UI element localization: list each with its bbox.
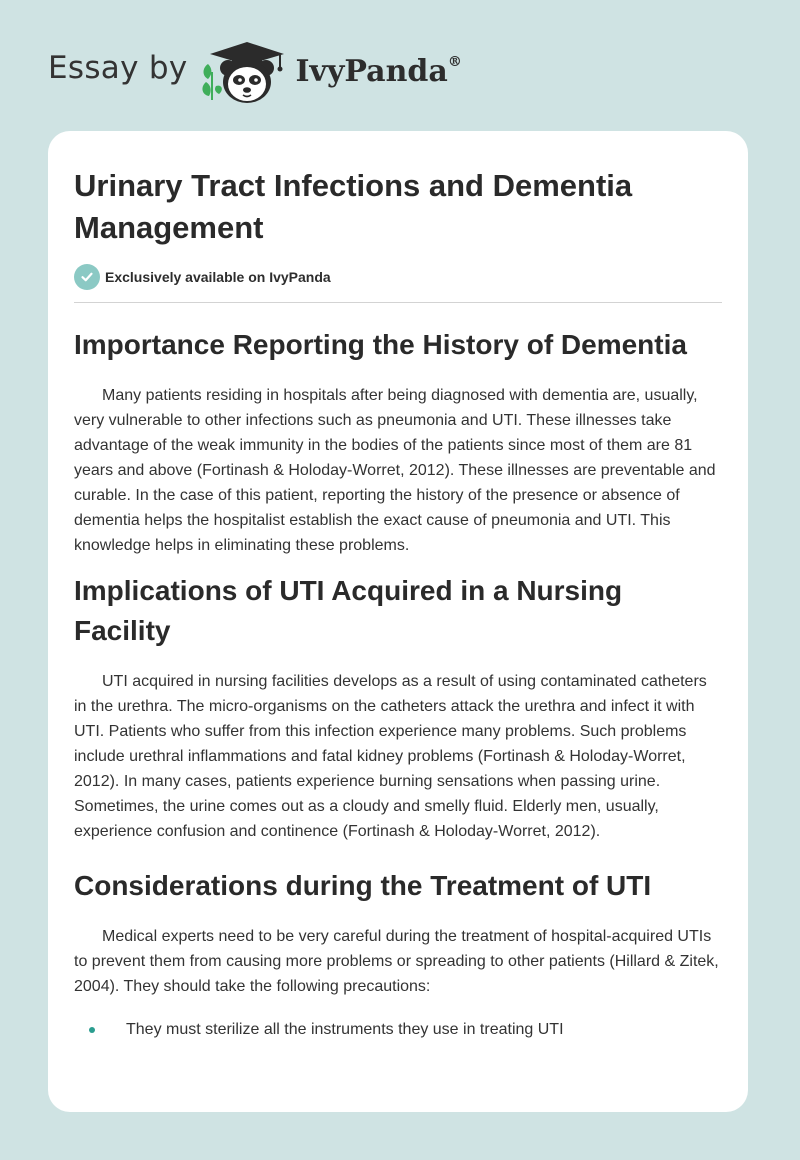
- brand-name-text: IvyPanda: [295, 53, 448, 89]
- section-paragraph: Medical experts need to be very careful during the treatment of hospital-acquired UTIs to prevent them from causing more problems or spreading to other patients (Hillard & Zitek, 2004). They should take the following precautions:: [74, 928, 719, 995]
- brand-name[interactable]: [296, 54, 462, 89]
- exclusive-badge-text: Exclusively available on IvyPanda: [105, 269, 331, 285]
- registered-mark: ®: [447, 53, 462, 70]
- section-dementia-history: [74, 325, 722, 558]
- panda-logo-icon[interactable]: [200, 34, 294, 106]
- section-paragraph: UTI acquired in nursing facilities develops as a result of using contaminated catheters in the urethra. The micro-organisms on the catheters attack the urethra and infect it with UTI. Patients who suffer from this infection experience many problems. Such problems include urethral inflammations and fatal kidney problems (Fortinash & Holoday-Worret, 2012). In many cases, patients experience burning sensations when passing urine. Sometimes, the urine comes out as a cloudy and smelly fluid. Elderly men, usually, experience confusion and continence (Fortinash & Holoday-Worret, 2012).: [74, 673, 707, 840]
- section-heading: Implications of UTI Acquired in a Nursing Facility: [74, 575, 623, 646]
- check-icon: [74, 264, 100, 290]
- section-heading: Considerations during the Treatment of UTI: [74, 870, 652, 901]
- section-uti-implications: [74, 571, 722, 844]
- section-heading: Importance Reporting the History of Dementia: [74, 329, 687, 360]
- precautions-list: [74, 1017, 722, 1042]
- brand-prefix: Essay by: [48, 50, 188, 86]
- essay-card: [48, 131, 748, 1112]
- essay-content: [48, 131, 748, 1042]
- exclusive-badge: [74, 264, 722, 303]
- site-header: [48, 34, 462, 106]
- essay-title: Urinary Tract Infections and Dementia Management: [74, 168, 633, 245]
- section-paragraph: Many patients residing in hospitals after being diagnosed with dementia are, usually, very vulnerable to other infections such as pneumonia and UTI. These illnesses take advantage of the weak immunity in the bodies of the patients since most of them are 81 years and above (Fortinash & Holoday-Worret, 2012). These illnesses are preventable and curable. In the case of this patient, reporting the history of the presence or absence of dementia helps the hospitalist establish the exact cause of pneumonia and UTI. This knowledge helps in eliminating these problems.: [74, 387, 716, 554]
- section-uti-treatment: [74, 866, 722, 1042]
- list-item: They must sterilize all the instruments they use in treating UTI: [74, 1017, 722, 1042]
